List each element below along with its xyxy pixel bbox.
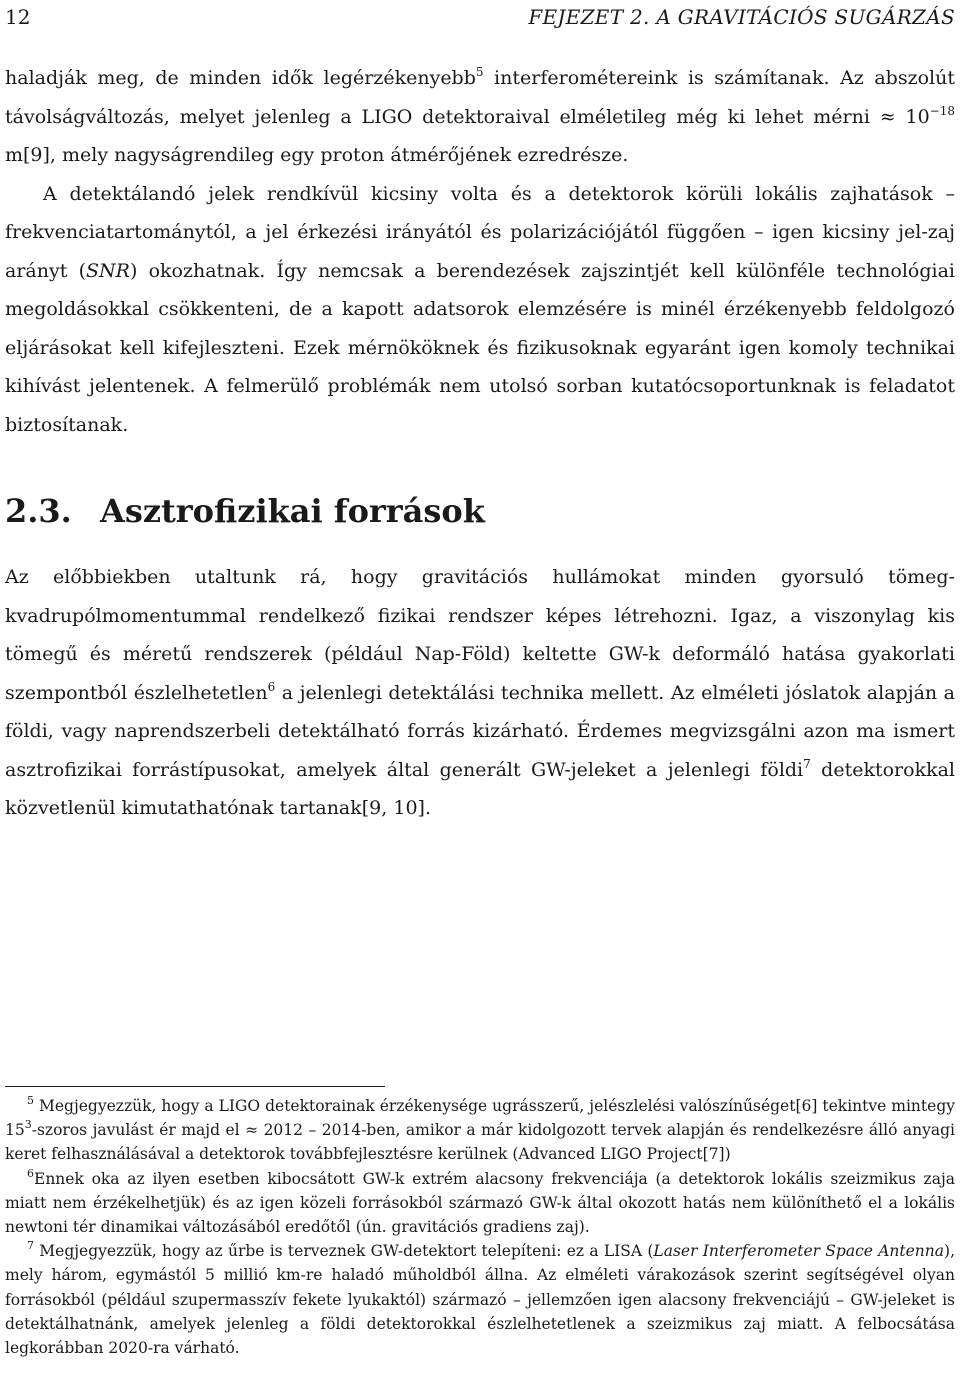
paragraph-sources: Az előbbiekben utaltunk rá, hogy gravitációs hullámokat minden gyorsuló tömeg-kvadrupólmomentummal rendelkező fizikai rendszer képes létrehozni. Igaz, a viszonylag kis tömegű és méretű rendszerek (például Nap-Föld) keltette GW-k deformáló hatása gyakorlati szempontból észlelhetetlen$^6$ a jelenlegi detektálási technika mellett. Az elméleti jóslatok alapján a földi, vagy naprendszerbeli detektálható forrás kizárható. Érdemes megvizsgálni azon ma ismert asztrofizikai forrástípusokat, amelyek által generált GW-jeleket a jelenlegi földi$^7$ detektorokkal közvetlenül kimutathatónak tartanak[9, 10]. xyxy=(5,566,956,819)
footnote-ref-5[interactable]: 5 xyxy=(475,65,484,79)
footnote-mark-7: 7 xyxy=(27,1239,34,1253)
section-number: 2.3. xyxy=(5,492,72,530)
exponent: −18 xyxy=(929,103,955,118)
section-title: Asztrofizikai források xyxy=(100,492,485,530)
footnote-mark-5: 5 xyxy=(27,1094,34,1107)
footnote-ref-7[interactable]: 7 xyxy=(803,756,811,771)
page-number: 12 xyxy=(5,5,31,29)
footnote-6: $^6$Ennek oka az ilyen esetben kibocsátott GW-k extrém alacsony frekvenciája (a detektorok lokális szeizmikus zaja miatt nem érzékelhetjük) és az igen közeli forrásokból származó GW-k által okozott hatás nem különíthető el a lokális newtoni tér dinamikai változásából eredőtől (ún. gravitációs gradiens zaj). xyxy=(5,1166,955,1237)
paragraph-noise: A detektálandó jelek rendkívül kicsiny volta és a detektorok körüli lokális zajhatások – frekvenciatartománytól, a jel érkezési irányától és polarizációjától függően – igen kicsiny jel-zaj arányt (SNR) okozhatnak. Így nemcsak a berendezések zajszintjét kell különféle technológiai megoldásokkal csökkenteni, de a kapott adatsorok elemzésére is minél érzékenyebb feldolgozó eljárásokat kell kifejleszteni. Ezek mérnököknek és fizikusoknak egyaránt igen komoly technikai kihívást jelentenek. A felmerülő problémák nem utolsó sorban kutatócsoportunknak is feladatot biztosítanak. xyxy=(5,182,955,436)
body-text-section xyxy=(5,558,955,828)
body-text-top xyxy=(5,59,955,444)
snr-abbrev: SNR xyxy=(85,259,130,282)
footnote-ref-6[interactable]: 6 xyxy=(267,679,276,694)
footnote-divider xyxy=(5,1086,385,1087)
running-title: FEJEZET 2. A GRAVITÁCIÓS SUGÁRZÁS xyxy=(528,5,955,29)
exponent: 3 xyxy=(24,1118,32,1132)
footnote-5: $^5$ Megjegyezzük, hogy a LIGO detektorainak érzékenysége ugrásszerű, jelészlelési valószínűséget[6] tekintve mintegy $15^3$-szoros javulást ér majd el ≈ 2012 – 2014-ben, amikor a már kidolgozott tervek alapján és rendelkezésre álló anyagi keret felhasználásával a detektorok továbbfejlesztésre kerülnek (Advanced LIGO Project[7]) xyxy=(5,1094,955,1164)
section-heading xyxy=(5,486,485,536)
page-header xyxy=(5,2,955,32)
footnotes xyxy=(5,1094,955,1360)
lisa-name: Laser Interferometer Space Antenna xyxy=(653,1242,945,1261)
paragraph-continuation: haladják meg, de minden idők legérzékenyebb$^5$ interferométereink is számítanak. Az abszolút távolságváltozás, melyet jelenleg a LIGO detektoraival elméletileg még ki lehet mérni ≈ $10^{-18}$ m[9], mely nagyságrendileg egy proton átmérőjének ezredrésze. xyxy=(5,65,955,166)
footnote-mark-6: 6 xyxy=(27,1166,34,1180)
document-page xyxy=(5,0,955,1384)
footnote-7: $^7$ Megjegyezzük, hogy az űrbe is terveznek GW-detektort telepíteni: ez a LISA (Laser Interferometer Space Antenna), mely három, egymástól 5 millió km-re haladó műholdból állna. Az elméleti várakozások szerint segítségével olyan forrásokból (például szupermasszív fekete lyukaktól) származó – jellemzően igen alacsony frekvenciájú – GW-jeleket is detektálhatnánk, amelyek jelenleg a földi detektorokkal észlelhetetlenek a szeizmikus zaj miatt. A felbocsátása legkorábban 2020-ra várható. xyxy=(5,1239,955,1358)
